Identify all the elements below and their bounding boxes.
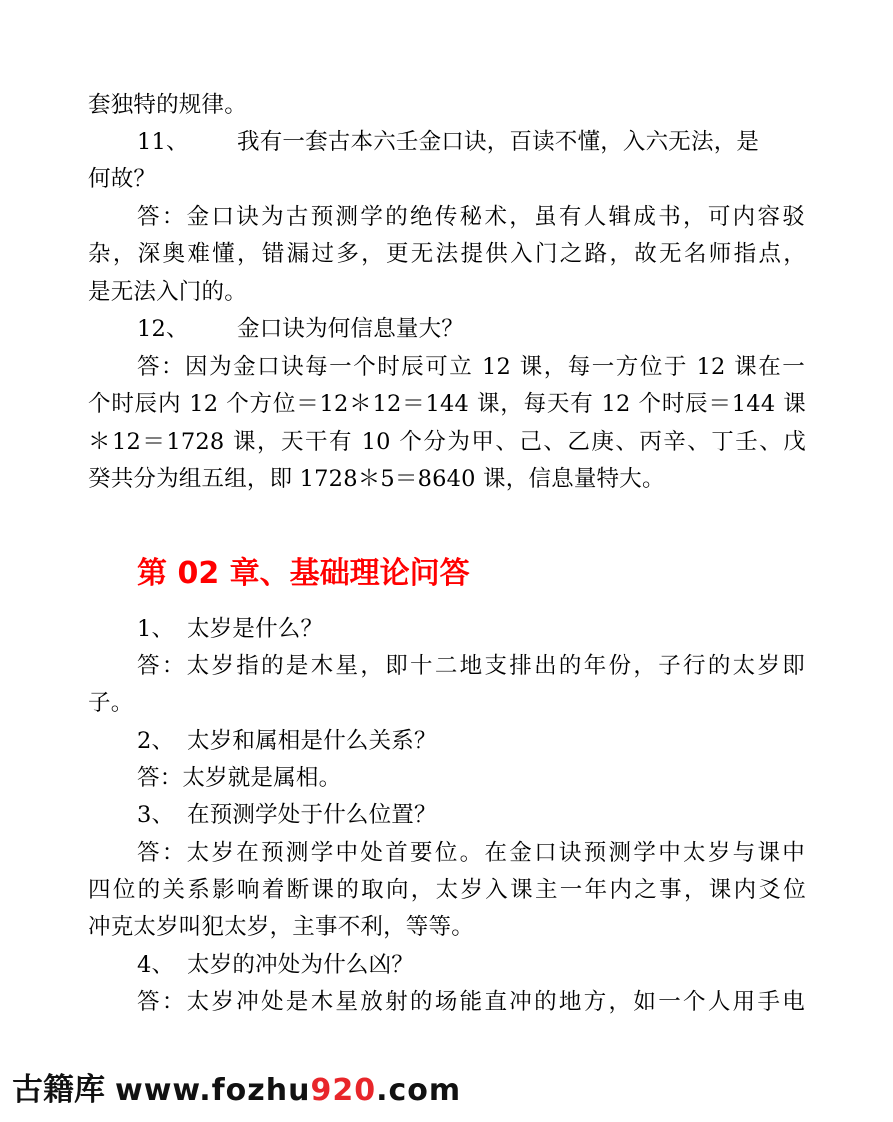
question-number: 11、: [137, 129, 189, 155]
question-3: [137, 800, 437, 830]
question-text: 在预测学处于什么位置？: [187, 802, 437, 828]
footer-url: [115, 1073, 461, 1108]
question-text: 金口诀为何信息量大？: [237, 316, 465, 342]
question-number: 12、: [137, 316, 189, 342]
answer-line: 答：太岁在预测学中处首要位。在金口诀预测学中太岁与课中: [137, 840, 805, 866]
answer-line: 答：因为金口诀每一个时辰可立 12 课，每一方位于 12 课在一: [137, 354, 805, 380]
answer-line: 答：金口诀为古预测学的绝传秘术，虽有人辑成书，可内容驳: [137, 204, 805, 230]
chapter-heading: 第 02 章、基础理论问答: [137, 556, 470, 591]
question-text: 我有一套古本六壬金口诀，百读不懂，入六无法，是: [237, 129, 760, 155]
question-number: 4、: [137, 952, 175, 978]
question-number: 2、: [137, 728, 175, 754]
answer-line: 答：太岁指的是木星，即十二地支排出的年份，子行的太岁即: [137, 653, 805, 679]
footer-watermark: [12, 1068, 461, 1112]
answer-line: 杂，深奥难懂，错漏过多，更无法提供入门之路，故无名师指点，: [88, 241, 806, 267]
question-11: [137, 127, 759, 157]
footer-url-prefix: www.fozhu: [115, 1073, 311, 1108]
question-continuation: 何故？: [88, 166, 157, 192]
question-text: 太岁的冲处为什么凶？: [187, 952, 415, 978]
answer-line: 个时辰内 12 个方位＝12＊12＝144 课，每天有 12 个时辰＝144 课: [88, 391, 806, 417]
answer-line: 冲克太岁叫犯太岁，主事不利，等等。: [88, 914, 474, 940]
question-1: [137, 614, 323, 644]
question-12: [137, 314, 464, 344]
question-number: 3、: [137, 802, 175, 828]
question-text: 太岁和属相是什么关系？: [187, 728, 437, 754]
question-4: [137, 950, 414, 980]
answer-line: 癸共分为组五组，即 1728＊5＝8640 课，信息量特大。: [88, 466, 665, 492]
footer-url-suffix: .com: [376, 1073, 462, 1108]
answer-line: ＊12＝1728 课，天干有 10 个分为甲、己、乙庚、丙辛、丁壬、戊: [88, 429, 806, 455]
question-2: [137, 726, 437, 756]
paragraph-line: 套独特的规律。: [88, 92, 247, 118]
footer-url-accent: 920: [310, 1073, 377, 1108]
answer-line: 子。: [88, 690, 134, 716]
question-number: 1、: [137, 616, 175, 642]
footer-brand: 古籍库: [12, 1072, 105, 1108]
answer-line: 四位的关系影响着断课的取向，太岁入课主一年内之事，课内爻位: [88, 877, 806, 903]
question-text: 太岁是什么？: [187, 616, 324, 642]
answer-line: 答：太岁冲处是木星放射的场能直冲的地方，如一个人用手电: [137, 989, 805, 1015]
answer-line: 答：太岁就是属相。: [137, 765, 342, 791]
answer-line: 是无法入门的。: [88, 279, 247, 305]
